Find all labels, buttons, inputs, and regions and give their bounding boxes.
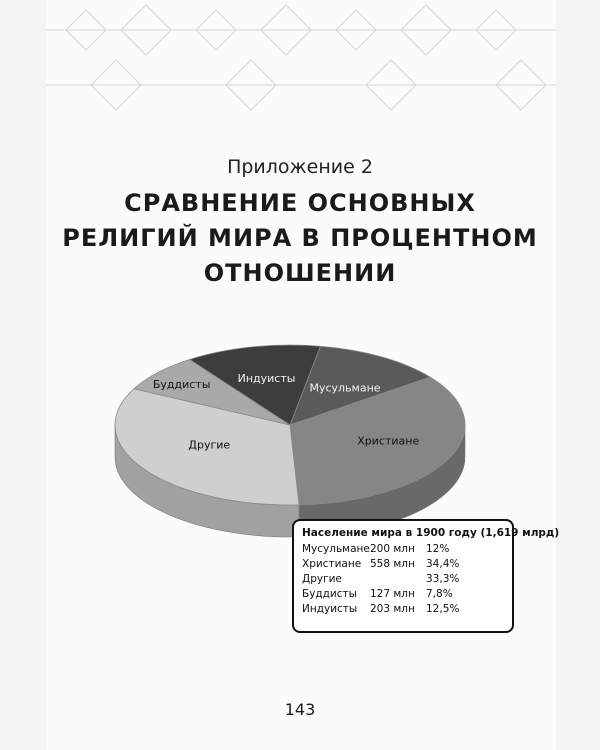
legend-percent: 7,8% [426, 588, 453, 600]
legend-title: Население мира в 1900 году (1,619 млрд) [302, 527, 560, 539]
legend-row [302, 587, 504, 602]
legend-percent: 12% [426, 543, 450, 555]
legend-count: 200 млн [370, 543, 415, 555]
legend-percent: 33,3% [426, 573, 460, 585]
legend-name: Другие [302, 573, 342, 585]
pie-label-others: Другие [188, 438, 231, 452]
legend-count: 127 млн [370, 588, 415, 600]
title-line-1: СРАВНЕНИЕ ОСНОВНЫХ [124, 189, 476, 217]
pie-label-hindus: Индуисты [237, 372, 296, 386]
legend-name: Буддисты [302, 588, 357, 600]
legend-count: 203 млн [370, 603, 415, 615]
title-line-2: РЕЛИГИЙ МИРА В ПРОЦЕНТНОМ [62, 224, 538, 252]
legend-name: Мусульмане [302, 543, 370, 555]
appendix-label: Приложение 2 [227, 156, 373, 178]
page-number: 143 [284, 700, 316, 719]
legend-row [302, 557, 504, 572]
legend-row [302, 542, 504, 557]
legend-name: Христиане [302, 558, 362, 570]
pie-label-christians: Христиане [357, 434, 420, 448]
legend-percent: 34,4% [426, 558, 460, 570]
legend-row [302, 572, 504, 587]
legend-name: Индуисты [302, 603, 358, 615]
pie-label-muslims: Мусульмане [309, 381, 381, 395]
legend-box [292, 519, 560, 633]
pie-label-buddhists: Буддисты [152, 378, 211, 392]
title-line-3: ОТНОШЕНИИ [203, 259, 397, 287]
legend-count [370, 572, 426, 587]
legend-row [302, 602, 504, 617]
legend-count: 558 млн [370, 558, 415, 570]
legend-percent: 12,5% [426, 603, 460, 615]
